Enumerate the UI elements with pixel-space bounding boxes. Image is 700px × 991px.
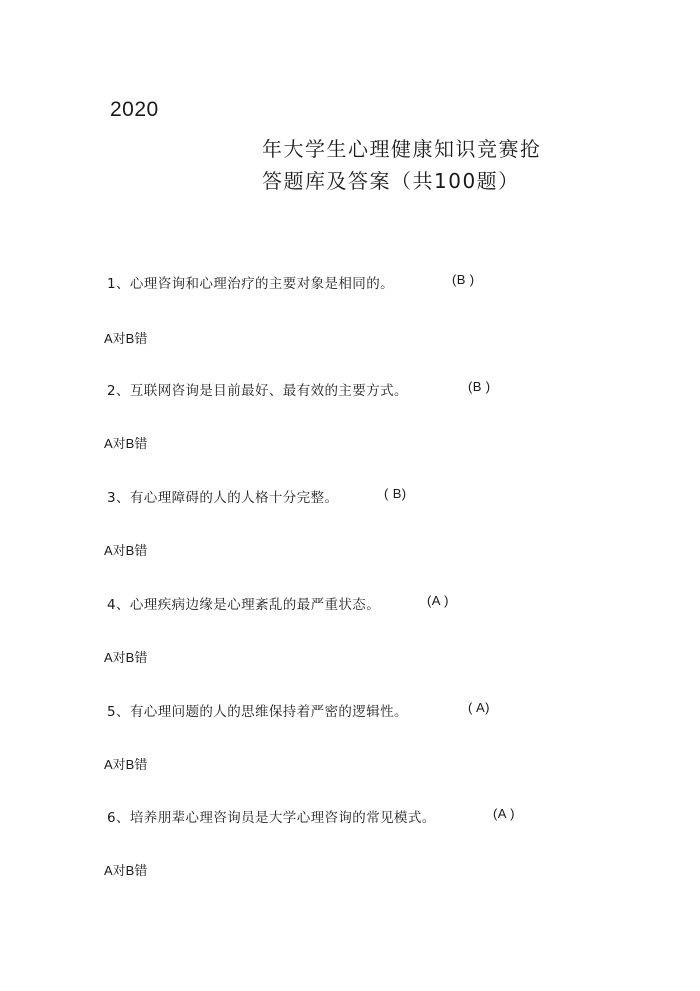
question-1 xyxy=(107,272,475,292)
question-text: 4、心理疾病边缘是心理紊乱的最严重状态。 xyxy=(107,597,381,613)
question-1-options: A对B错 xyxy=(104,331,148,346)
question-4 xyxy=(107,593,449,613)
question-answer: ( A) xyxy=(468,700,490,715)
question-6-options: A对B错 xyxy=(104,863,148,878)
question-answer: (A ) xyxy=(427,593,449,608)
question-answer: (B ) xyxy=(452,272,475,287)
question-3-options: A对B错 xyxy=(104,543,148,558)
question-text: 2、互联网咨询是目前最好、最有效的主要方式。 xyxy=(107,383,408,399)
question-answer: ( B) xyxy=(384,486,407,501)
question-text: 1、心理咨询和心理治疗的主要对象是相同的。 xyxy=(107,276,394,292)
question-answer: (A ) xyxy=(493,806,515,821)
question-5-options: A对B错 xyxy=(104,757,148,772)
question-2 xyxy=(107,379,491,399)
question-text: 5、有心理问题的人的思维保持着严密的逻辑性。 xyxy=(107,704,408,720)
question-text: 3、有心理障碍的人的人格十分完整。 xyxy=(107,490,339,506)
question-3 xyxy=(107,486,407,506)
question-answer: (B ) xyxy=(468,379,491,394)
document-title-line-1: 年大学生心理健康知识竞赛抢 xyxy=(262,137,542,161)
question-5 xyxy=(107,700,490,720)
document-title-line-2: 答题库及答案（共100题） xyxy=(262,169,520,193)
question-4-options: A对B错 xyxy=(104,650,148,665)
document-year: 2020 xyxy=(110,98,159,121)
question-2-options: A对B错 xyxy=(104,436,148,451)
question-6 xyxy=(107,806,515,826)
question-text: 6、培养朋辈心理咨询员是大学心理咨询的常见模式。 xyxy=(107,810,436,826)
